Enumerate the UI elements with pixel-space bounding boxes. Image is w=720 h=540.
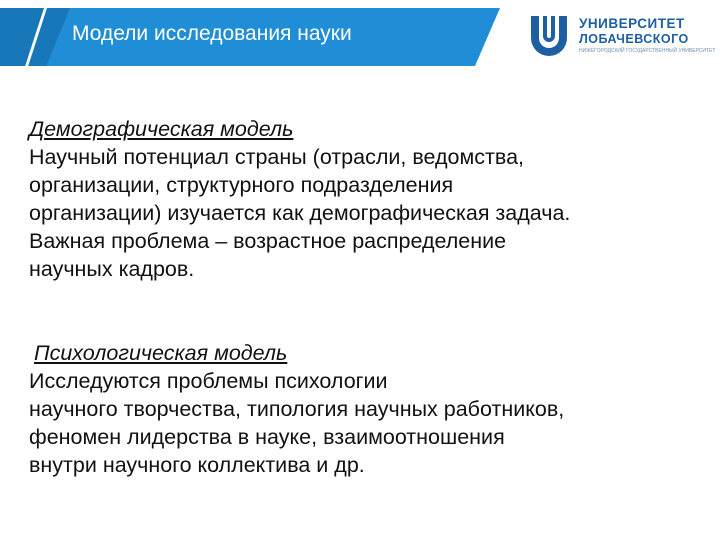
university-emblem-icon <box>527 12 571 58</box>
section-text-line: внутри научного коллектива и др. <box>29 453 365 477</box>
section-heading-psychological: Психологическая модель <box>34 341 288 365</box>
slide-body <box>29 115 717 479</box>
section-text-line: организации, структурного подразделения <box>29 173 454 197</box>
section-text-line: научного творчества, типология научных работников, <box>29 397 565 421</box>
section-heading-demographic: Демографическая модель <box>29 117 294 141</box>
section-spacer <box>29 283 717 339</box>
section-text-line: научных кадров. <box>29 257 195 281</box>
university-logo <box>527 10 716 60</box>
slide-title: Модели исследования науки <box>72 22 352 45</box>
logo-line-2: ЛОБАЧЕВСКОГО <box>579 32 689 46</box>
logo-line-1: УНИВЕРСИТЕТ <box>579 16 685 31</box>
section-text-line: организации) изучается как демографическая задача. <box>29 201 571 225</box>
section-text-line: феномен лидерства в науке, взаимоотношения <box>29 425 505 449</box>
logo-line-3: НИЖЕГОРОДСКИЙ ГОСУДАРСТВЕННЫЙ УНИВЕРСИТЕТ <box>579 48 716 54</box>
slide-header <box>0 0 720 80</box>
section-text-line: Важная проблема – возрастное распределение <box>29 229 507 253</box>
section-text-line: Исследуются проблемы психологии <box>29 369 388 393</box>
section-text-line: Научный потенциал страны (отрасли, ведомства, <box>29 145 524 169</box>
